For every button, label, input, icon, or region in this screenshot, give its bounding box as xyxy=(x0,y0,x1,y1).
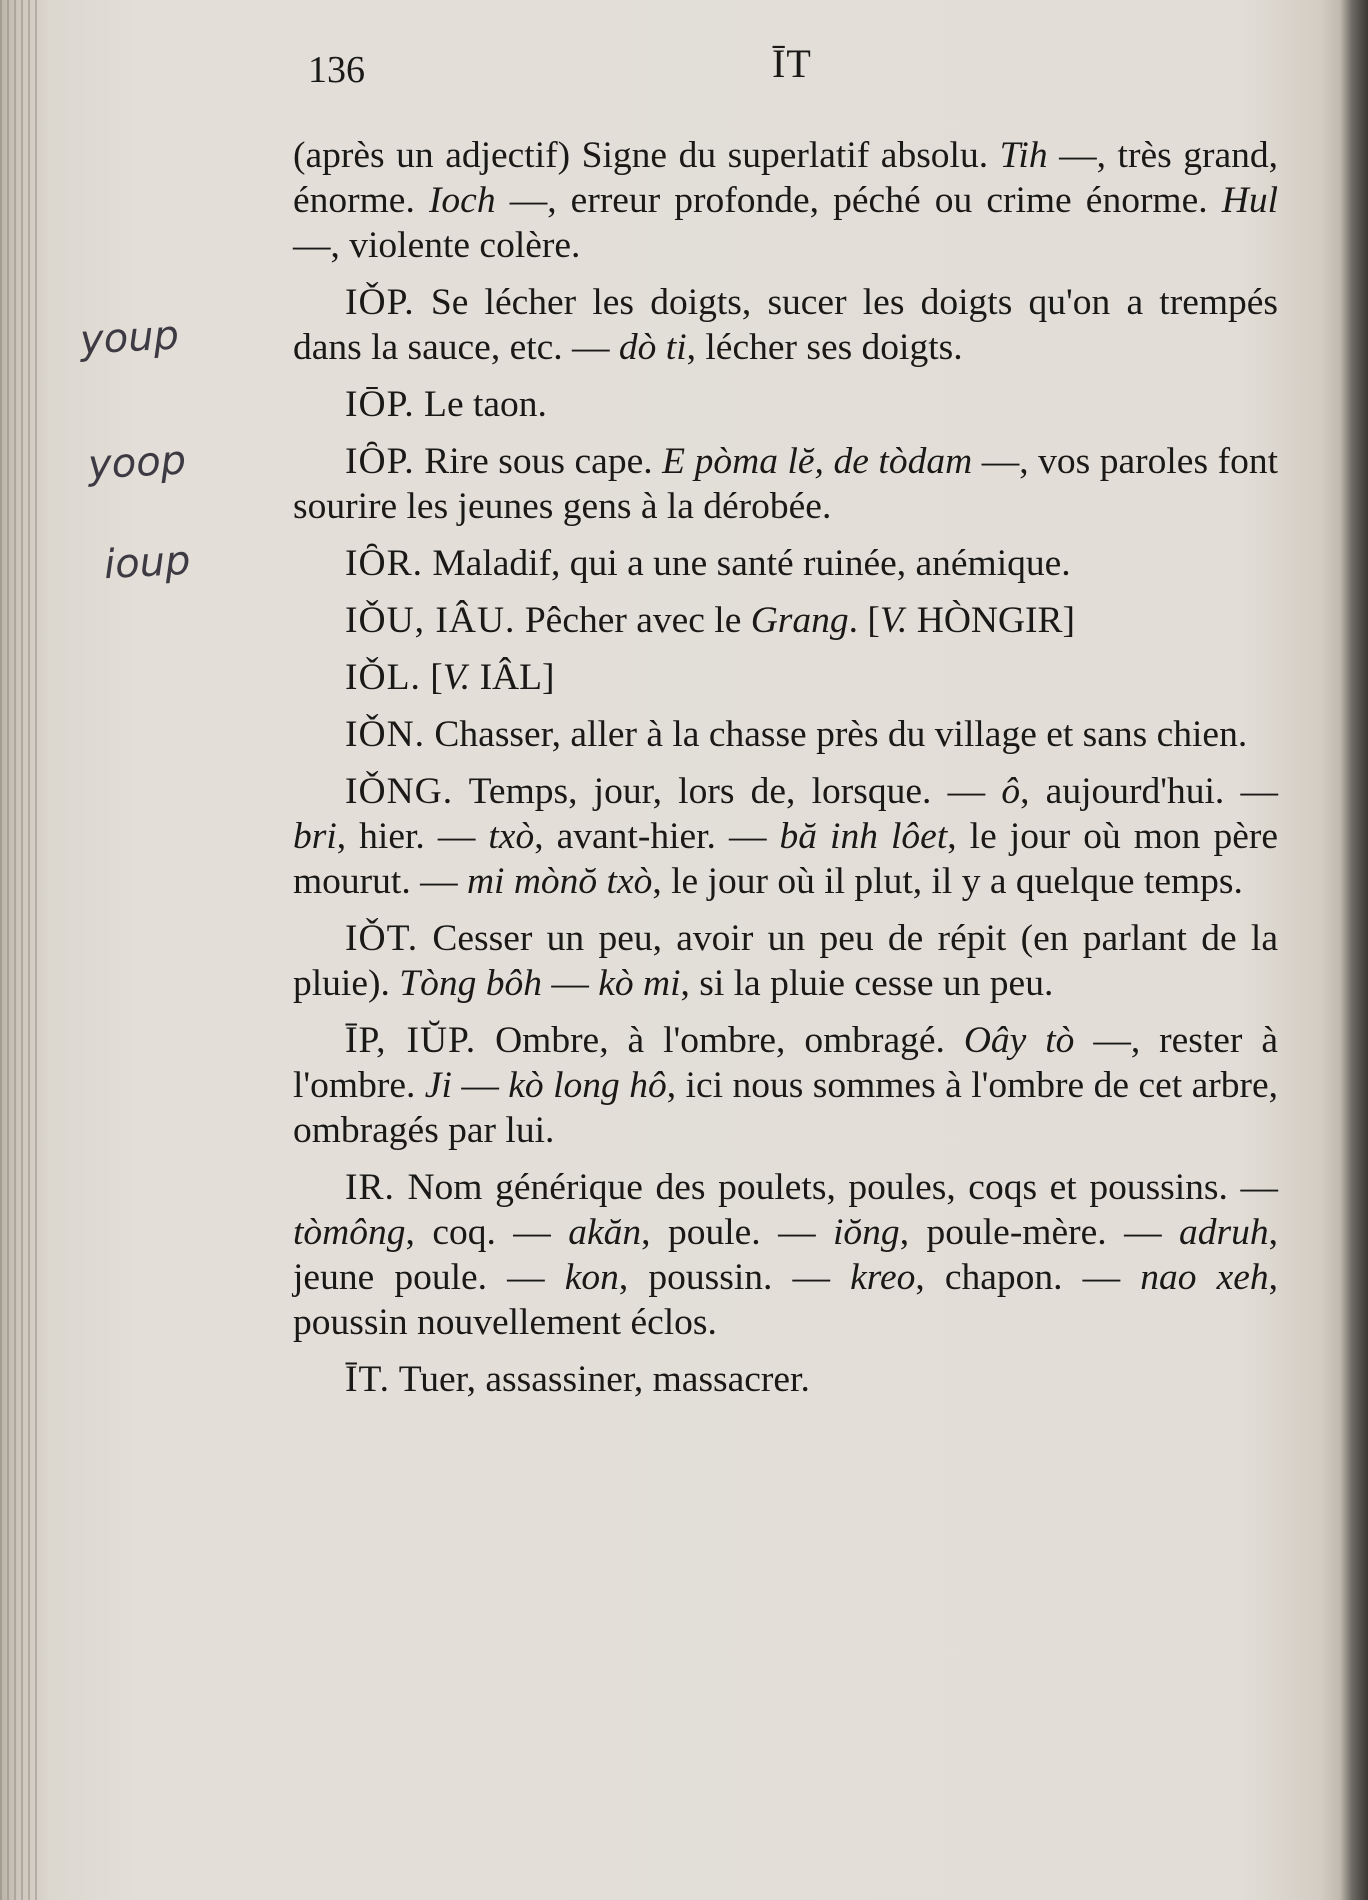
entry-iou: IǑU, IÂU. Pêcher avec le Grang. [V. HÒNGIR] xyxy=(345,600,1076,641)
margin-note-ioup: ioup xyxy=(102,537,192,589)
running-title: ĪT xyxy=(772,41,812,86)
entry-iop-circumflex: IȎP. Rire sous cape. E pòma lĕ, de tòdam —, vos paroles font sourire les jeunes gens à la dérobée. xyxy=(293,441,1278,527)
entry-iop-short: IǑP. Se lécher les doigts, sucer les doigts qu'on a trempés dans la sauce, etc. — dò ti, lécher ses doigts. xyxy=(293,282,1278,368)
margin-note-yoop: yoop xyxy=(86,437,188,489)
entry-iong: IǑNG. Temps, jour, lors de, lorsque. — ô, aujourd'hui. — bri, hier. — txò, avant-hier. — bă inh lôet, le jour où mon père mourut. — mi mònŏ txò, le jour où il plut, il y a quelque temps. xyxy=(293,771,1278,902)
entry-ip: ĪP, IŬP. Ombre, à l'ombre, ombragé. Oây tò —, rester à l'ombre. Ji — kò long hô, ici nous sommes à l'ombre de cet arbre, ombragés par lui. xyxy=(293,1020,1278,1151)
dictionary-text xyxy=(293,133,1278,1414)
entry-ion: IǑN. Chasser, aller à la chasse près du village et sans chien. xyxy=(345,714,1248,755)
page-gutter xyxy=(0,0,40,1900)
entry-ior: IȎR. Maladif, qui a une santé ruinée, anémique. xyxy=(345,543,1071,584)
entry-continuation: (après un adjectif) Signe du superlatif absolu. Tih —, très grand, énorme. Ioch —, erreur profonde, péché ou crime énorme. Hul —, violente colère. xyxy=(293,135,1278,266)
entry-iot: IǑT. Cesser un peu, avoir un peu de répit (en parlant de la pluie). Tòng bôh — kò mi, si la pluie cesse un peu. xyxy=(293,918,1278,1004)
running-head xyxy=(300,40,1330,90)
entry-ir: IR. Nom générique des poulets, poules, coqs et poussins. — tòmông, coq. — akăn, poule. — iŏng, poule-mère. — adruh, jeune poule. — kon, poussin. — kreo, chapon. — nao xeh, poussin nouvellement éclos. xyxy=(293,1167,1278,1343)
page-number: 136 xyxy=(308,49,365,91)
entry-it: ĪT. Tuer, assassiner, massacrer. xyxy=(345,1359,810,1400)
margin-note-youp: youp xyxy=(78,312,181,364)
entry-iop-long: IŌP. Le taon. xyxy=(345,384,547,425)
entry-iol: IǑL. [V. IÂL] xyxy=(345,657,555,698)
